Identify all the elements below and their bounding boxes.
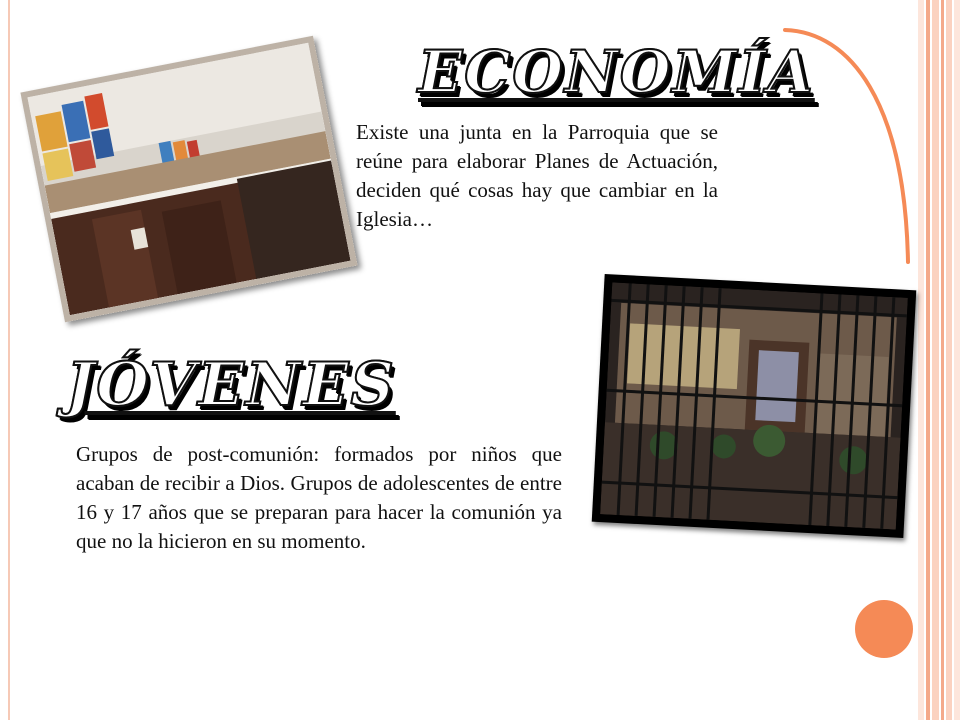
economia-description: Existe una junta en la Parroquia que se reúne para elaborar Planes de Actuación, deciden qué cosas hay que cambiar en la Iglesia…: [356, 120, 718, 231]
jovenes-title: JÓVENES: [66, 350, 396, 420]
church-interior-photo: [20, 36, 357, 323]
left-border-line: [8, 0, 10, 720]
jovenes-description: Grupos de post-comunión: formados por niños que acaban de recibir a Dios. Grupos de adolescentes de entre 16 y 17 años que se preparan para hacer la comunión ya que no la hicieron en su momento.: [76, 442, 562, 553]
decorative-circle: [855, 600, 913, 658]
church-gate-photo: [592, 274, 917, 538]
right-edge-stripes: [918, 0, 960, 720]
economia-title: ECONOMÍA: [418, 38, 815, 106]
